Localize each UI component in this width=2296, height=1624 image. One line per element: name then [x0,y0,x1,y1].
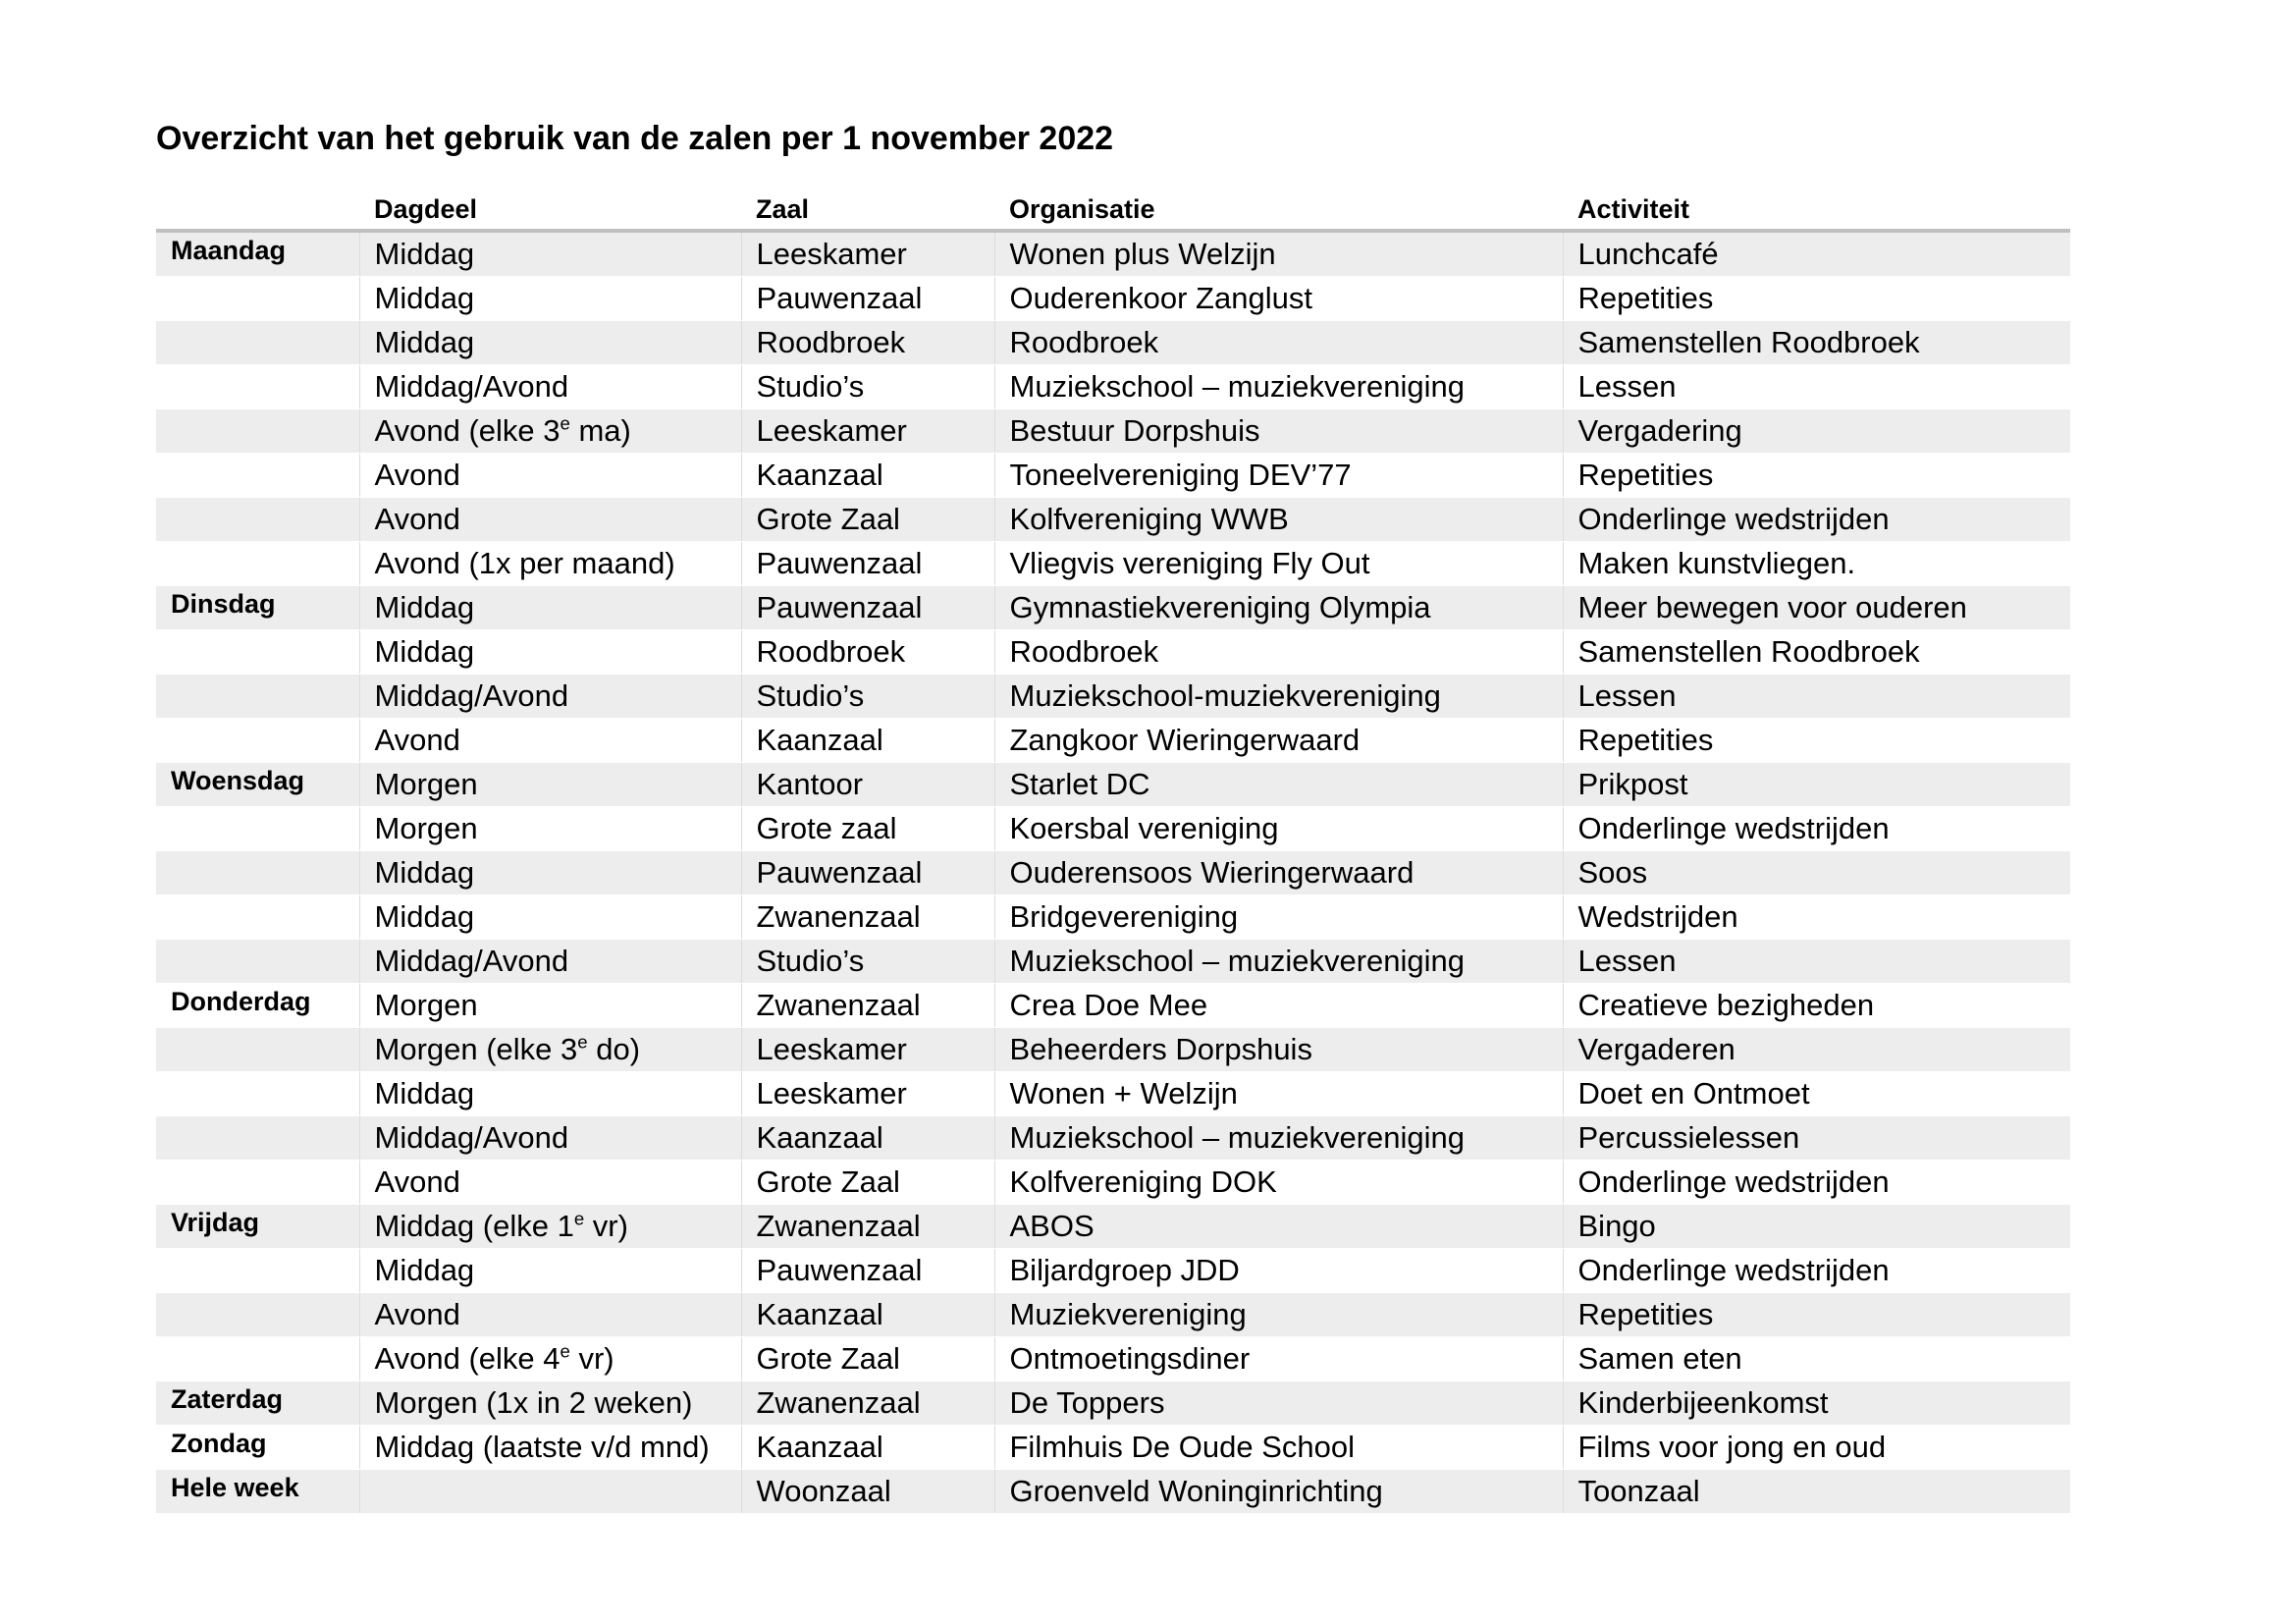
dagdeel-text: Morgen [374,811,478,845]
table-row [156,498,2070,542]
zaal-cell: Kantoor [741,763,994,807]
dagdeel-text: Middag/Avond [374,678,569,713]
zaal-cell: Grote zaal [741,807,994,851]
dagdeel-cell [359,763,741,807]
organisatie-cell: Ouderenkoor Zanglust [994,277,1563,321]
day-cell [156,277,359,321]
dagdeel-text: Avond [374,1297,460,1331]
table-row [156,409,2070,454]
day-cell: Maandag [156,231,359,277]
activiteit-cell: Soos [1563,851,2070,895]
organisatie-cell: Zangkoor Wieringerwaard [994,719,1563,763]
dagdeel-text: Middag [374,899,475,934]
organisatie-cell: Wonen plus Welzijn [994,231,1563,277]
table-row [156,321,2070,365]
header-organisatie: Organisatie [994,189,1563,231]
dagdeel-text-after: ma) [569,413,631,448]
activiteit-cell: Prikpost [1563,763,2070,807]
dagdeel-text: Middag [374,1076,475,1110]
dagdeel-cell [359,1249,741,1293]
table-row [156,1470,2070,1514]
dagdeel-text: Middag (elke 1 [374,1209,574,1243]
organisatie-cell: Gymnastiekvereniging Olympia [994,586,1563,630]
zaal-cell: Studio’s [741,365,994,409]
zaal-cell: Kaanzaal [741,1293,994,1337]
dagdeel-text: Avond [374,723,460,757]
organisatie-cell: Roodbroek [994,630,1563,675]
activiteit-cell: Onderlinge wedstrijden [1563,1249,2070,1293]
activiteit-cell: Films voor jong en oud [1563,1426,2070,1470]
header-dagdeel: Dagdeel [359,189,741,231]
organisatie-cell: Ouderensoos Wieringerwaard [994,851,1563,895]
activiteit-cell: Meer bewegen voor ouderen [1563,586,2070,630]
dagdeel-cell [359,630,741,675]
activiteit-cell: Doet en Ontmoet [1563,1072,2070,1116]
dagdeel-cell [359,542,741,586]
activiteit-cell: Toonzaal [1563,1470,2070,1514]
zaal-cell: Leeskamer [741,409,994,454]
day-cell [156,365,359,409]
table-row [156,1072,2070,1116]
organisatie-cell: Crea Doe Mee [994,984,1563,1028]
activiteit-cell: Bingo [1563,1205,2070,1249]
table-row [156,895,2070,940]
day-cell [156,940,359,984]
zaal-cell: Kaanzaal [741,1116,994,1161]
table-row [156,1161,2070,1205]
activiteit-cell: Samenstellen Roodbroek [1563,630,2070,675]
day-cell [156,1161,359,1205]
dagdeel-text: Avond (elke 4 [374,1341,561,1376]
zaal-cell: Woonzaal [741,1470,994,1514]
activiteit-cell: Wedstrijden [1563,895,2070,940]
organisatie-cell: Kolfvereniging DOK [994,1161,1563,1205]
table-row [156,1381,2070,1426]
organisatie-cell: Muziekschool-muziekvereniging [994,675,1563,719]
table-row [156,542,2070,586]
day-cell: Zondag [156,1426,359,1470]
activiteit-cell: Samen eten [1563,1337,2070,1381]
organisatie-cell: Biljardgroep JDD [994,1249,1563,1293]
day-cell [156,498,359,542]
dagdeel-text: Morgen [374,988,478,1022]
dagdeel-ordinal-suffix: e [560,1340,570,1362]
day-cell [156,542,359,586]
organisatie-cell: Bridgevereniging [994,895,1563,940]
zaal-cell: Pauwenzaal [741,277,994,321]
day-cell [156,1249,359,1293]
dagdeel-cell [359,940,741,984]
organisatie-cell: Wonen + Welzijn [994,1072,1563,1116]
table-row [156,851,2070,895]
activiteit-cell: Percussielessen [1563,1116,2070,1161]
header-day [156,189,359,231]
zaal-cell: Roodbroek [741,321,994,365]
table-row [156,1337,2070,1381]
organisatie-cell: Groenveld Woninginrichting [994,1470,1563,1514]
table-row [156,984,2070,1028]
day-cell: Vrijdag [156,1205,359,1249]
zaal-cell: Leeskamer [741,1028,994,1072]
day-cell [156,719,359,763]
day-cell: Donderdag [156,984,359,1028]
dagdeel-text-after: do) [587,1032,641,1066]
organisatie-cell: Muziekschool – muziekvereniging [994,1116,1563,1161]
dagdeel-cell [359,851,741,895]
activiteit-cell: Lessen [1563,940,2070,984]
activiteit-cell: Lessen [1563,675,2070,719]
dagdeel-cell [359,321,741,365]
dagdeel-cell [359,409,741,454]
organisatie-cell: De Toppers [994,1381,1563,1426]
zaal-cell: Roodbroek [741,630,994,675]
dagdeel-text: Middag [374,1253,475,1287]
dagdeel-ordinal-suffix: e [573,1208,585,1229]
day-cell: Hele week [156,1470,359,1514]
dagdeel-text: Avond (1x per maand) [374,546,675,580]
dagdeel-cell [359,1426,741,1470]
activiteit-cell: Repetities [1563,719,2070,763]
header-zaal: Zaal [741,189,994,231]
header-activiteit: Activiteit [1563,189,2070,231]
organisatie-cell: Koersbal vereniging [994,807,1563,851]
day-cell [156,895,359,940]
dagdeel-text-after: vr) [569,1341,614,1376]
organisatie-cell: Toneelvereniging DEV’77 [994,454,1563,498]
schedule-table [156,189,2070,1514]
day-cell [156,321,359,365]
table-row [156,454,2070,498]
organisatie-cell: Beheerders Dorpshuis [994,1028,1563,1072]
organisatie-cell: Filmhuis De Oude School [994,1426,1563,1470]
activiteit-cell: Onderlinge wedstrijden [1563,1161,2070,1205]
table-row [156,1293,2070,1337]
organisatie-cell: Muziekvereniging [994,1293,1563,1337]
activiteit-cell: Onderlinge wedstrijden [1563,498,2070,542]
day-cell [156,1337,359,1381]
activiteit-cell: Creatieve bezigheden [1563,984,2070,1028]
dagdeel-ordinal-suffix: e [577,1031,588,1053]
dagdeel-text: Middag/Avond [374,1120,569,1155]
table-row [156,231,2070,277]
zaal-cell: Pauwenzaal [741,1249,994,1293]
zaal-cell: Pauwenzaal [741,851,994,895]
dagdeel-cell [359,277,741,321]
day-cell: Zaterdag [156,1381,359,1426]
activiteit-cell: Maken kunstvliegen. [1563,542,2070,586]
table-row [156,675,2070,719]
dagdeel-cell [359,231,741,277]
dagdeel-text: Morgen [374,767,478,801]
dagdeel-text: Middag [374,325,475,359]
dagdeel-text: Avond [374,1164,460,1199]
dagdeel-cell [359,984,741,1028]
day-cell [156,1072,359,1116]
organisatie-cell: Muziekschool – muziekvereniging [994,365,1563,409]
table-row [156,277,2070,321]
zaal-cell: Pauwenzaal [741,542,994,586]
zaal-cell: Kaanzaal [741,1426,994,1470]
organisatie-cell: Bestuur Dorpshuis [994,409,1563,454]
day-cell [156,851,359,895]
document-title: Overzicht van het gebruik van de zalen per 1 november 2022 [156,120,1114,157]
table-row [156,1205,2070,1249]
organisatie-cell: Ontmoetingsdiner [994,1337,1563,1381]
zaal-cell: Leeskamer [741,231,994,277]
zaal-cell: Pauwenzaal [741,586,994,630]
day-cell: Woensdag [156,763,359,807]
organisatie-cell: Vliegvis vereniging Fly Out [994,542,1563,586]
dagdeel-cell [359,1028,741,1072]
activiteit-cell: Kinderbijeenkomst [1563,1381,2070,1426]
day-cell [156,1293,359,1337]
table-row [156,630,2070,675]
activiteit-cell: Repetities [1563,277,2070,321]
dagdeel-cell [359,1116,741,1161]
activiteit-cell: Onderlinge wedstrijden [1563,807,2070,851]
dagdeel-cell [359,895,741,940]
zaal-cell: Studio’s [741,675,994,719]
dagdeel-text: Avond [374,502,460,536]
zaal-cell: Grote Zaal [741,1161,994,1205]
dagdeel-text: Middag/Avond [374,944,569,978]
table-row [156,586,2070,630]
dagdeel-text-after: vr) [584,1209,628,1243]
dagdeel-text: Middag [374,634,475,669]
activiteit-cell: Vergaderen [1563,1028,2070,1072]
day-cell [156,630,359,675]
dagdeel-text: Middag/Avond [374,369,569,404]
dagdeel-cell [359,1161,741,1205]
zaal-cell: Zwanenzaal [741,895,994,940]
activiteit-cell: Repetities [1563,1293,2070,1337]
zaal-cell: Kaanzaal [741,719,994,763]
table-row [156,1426,2070,1470]
day-cell: Dinsdag [156,586,359,630]
table-row [156,763,2070,807]
zaal-cell: Zwanenzaal [741,1205,994,1249]
zaal-cell: Zwanenzaal [741,1381,994,1426]
dagdeel-cell [359,1293,741,1337]
table-row [156,719,2070,763]
activiteit-cell: Vergadering [1563,409,2070,454]
dagdeel-cell [359,675,741,719]
table-row [156,1028,2070,1072]
table-row [156,1249,2070,1293]
organisatie-cell: Starlet DC [994,763,1563,807]
dagdeel-text: Morgen (elke 3 [374,1032,578,1066]
activiteit-cell: Repetities [1563,454,2070,498]
dagdeel-text: Middag [374,281,475,315]
table-row [156,940,2070,984]
table-row [156,807,2070,851]
organisatie-cell: Roodbroek [994,321,1563,365]
day-cell [156,675,359,719]
zaal-cell: Leeskamer [741,1072,994,1116]
zaal-cell: Zwanenzaal [741,984,994,1028]
zaal-cell: Grote Zaal [741,498,994,542]
zaal-cell: Kaanzaal [741,454,994,498]
activiteit-cell: Lessen [1563,365,2070,409]
dagdeel-text: Middag [374,590,475,624]
dagdeel-cell [359,586,741,630]
dagdeel-text: Middag [374,237,475,271]
zaal-cell: Grote Zaal [741,1337,994,1381]
day-cell [156,807,359,851]
dagdeel-cell [359,1337,741,1381]
day-cell [156,409,359,454]
dagdeel-cell [359,454,741,498]
zaal-cell: Studio’s [741,940,994,984]
dagdeel-cell [359,1381,741,1426]
dagdeel-cell [359,365,741,409]
organisatie-cell: ABOS [994,1205,1563,1249]
table-header-row [156,189,2070,231]
dagdeel-text: Morgen (1x in 2 weken) [374,1385,693,1420]
dagdeel-cell [359,1072,741,1116]
dagdeel-ordinal-suffix: e [560,412,570,434]
day-cell [156,454,359,498]
dagdeel-text: Avond [374,458,460,492]
dagdeel-cell [359,1205,741,1249]
dagdeel-text: Avond (elke 3 [374,413,561,448]
organisatie-cell: Muziekschool – muziekvereniging [994,940,1563,984]
dagdeel-cell [359,807,741,851]
dagdeel-cell [359,719,741,763]
day-cell [156,1116,359,1161]
day-cell [156,1028,359,1072]
activiteit-cell: Samenstellen Roodbroek [1563,321,2070,365]
dagdeel-cell [359,498,741,542]
table-row [156,1116,2070,1161]
table-row [156,365,2070,409]
organisatie-cell: Kolfvereniging WWB [994,498,1563,542]
dagdeel-text: Middag [374,855,475,890]
dagdeel-text: Middag (laatste v/d mnd) [374,1430,710,1464]
dagdeel-cell [359,1470,741,1514]
activiteit-cell: Lunchcafé [1563,231,2070,277]
